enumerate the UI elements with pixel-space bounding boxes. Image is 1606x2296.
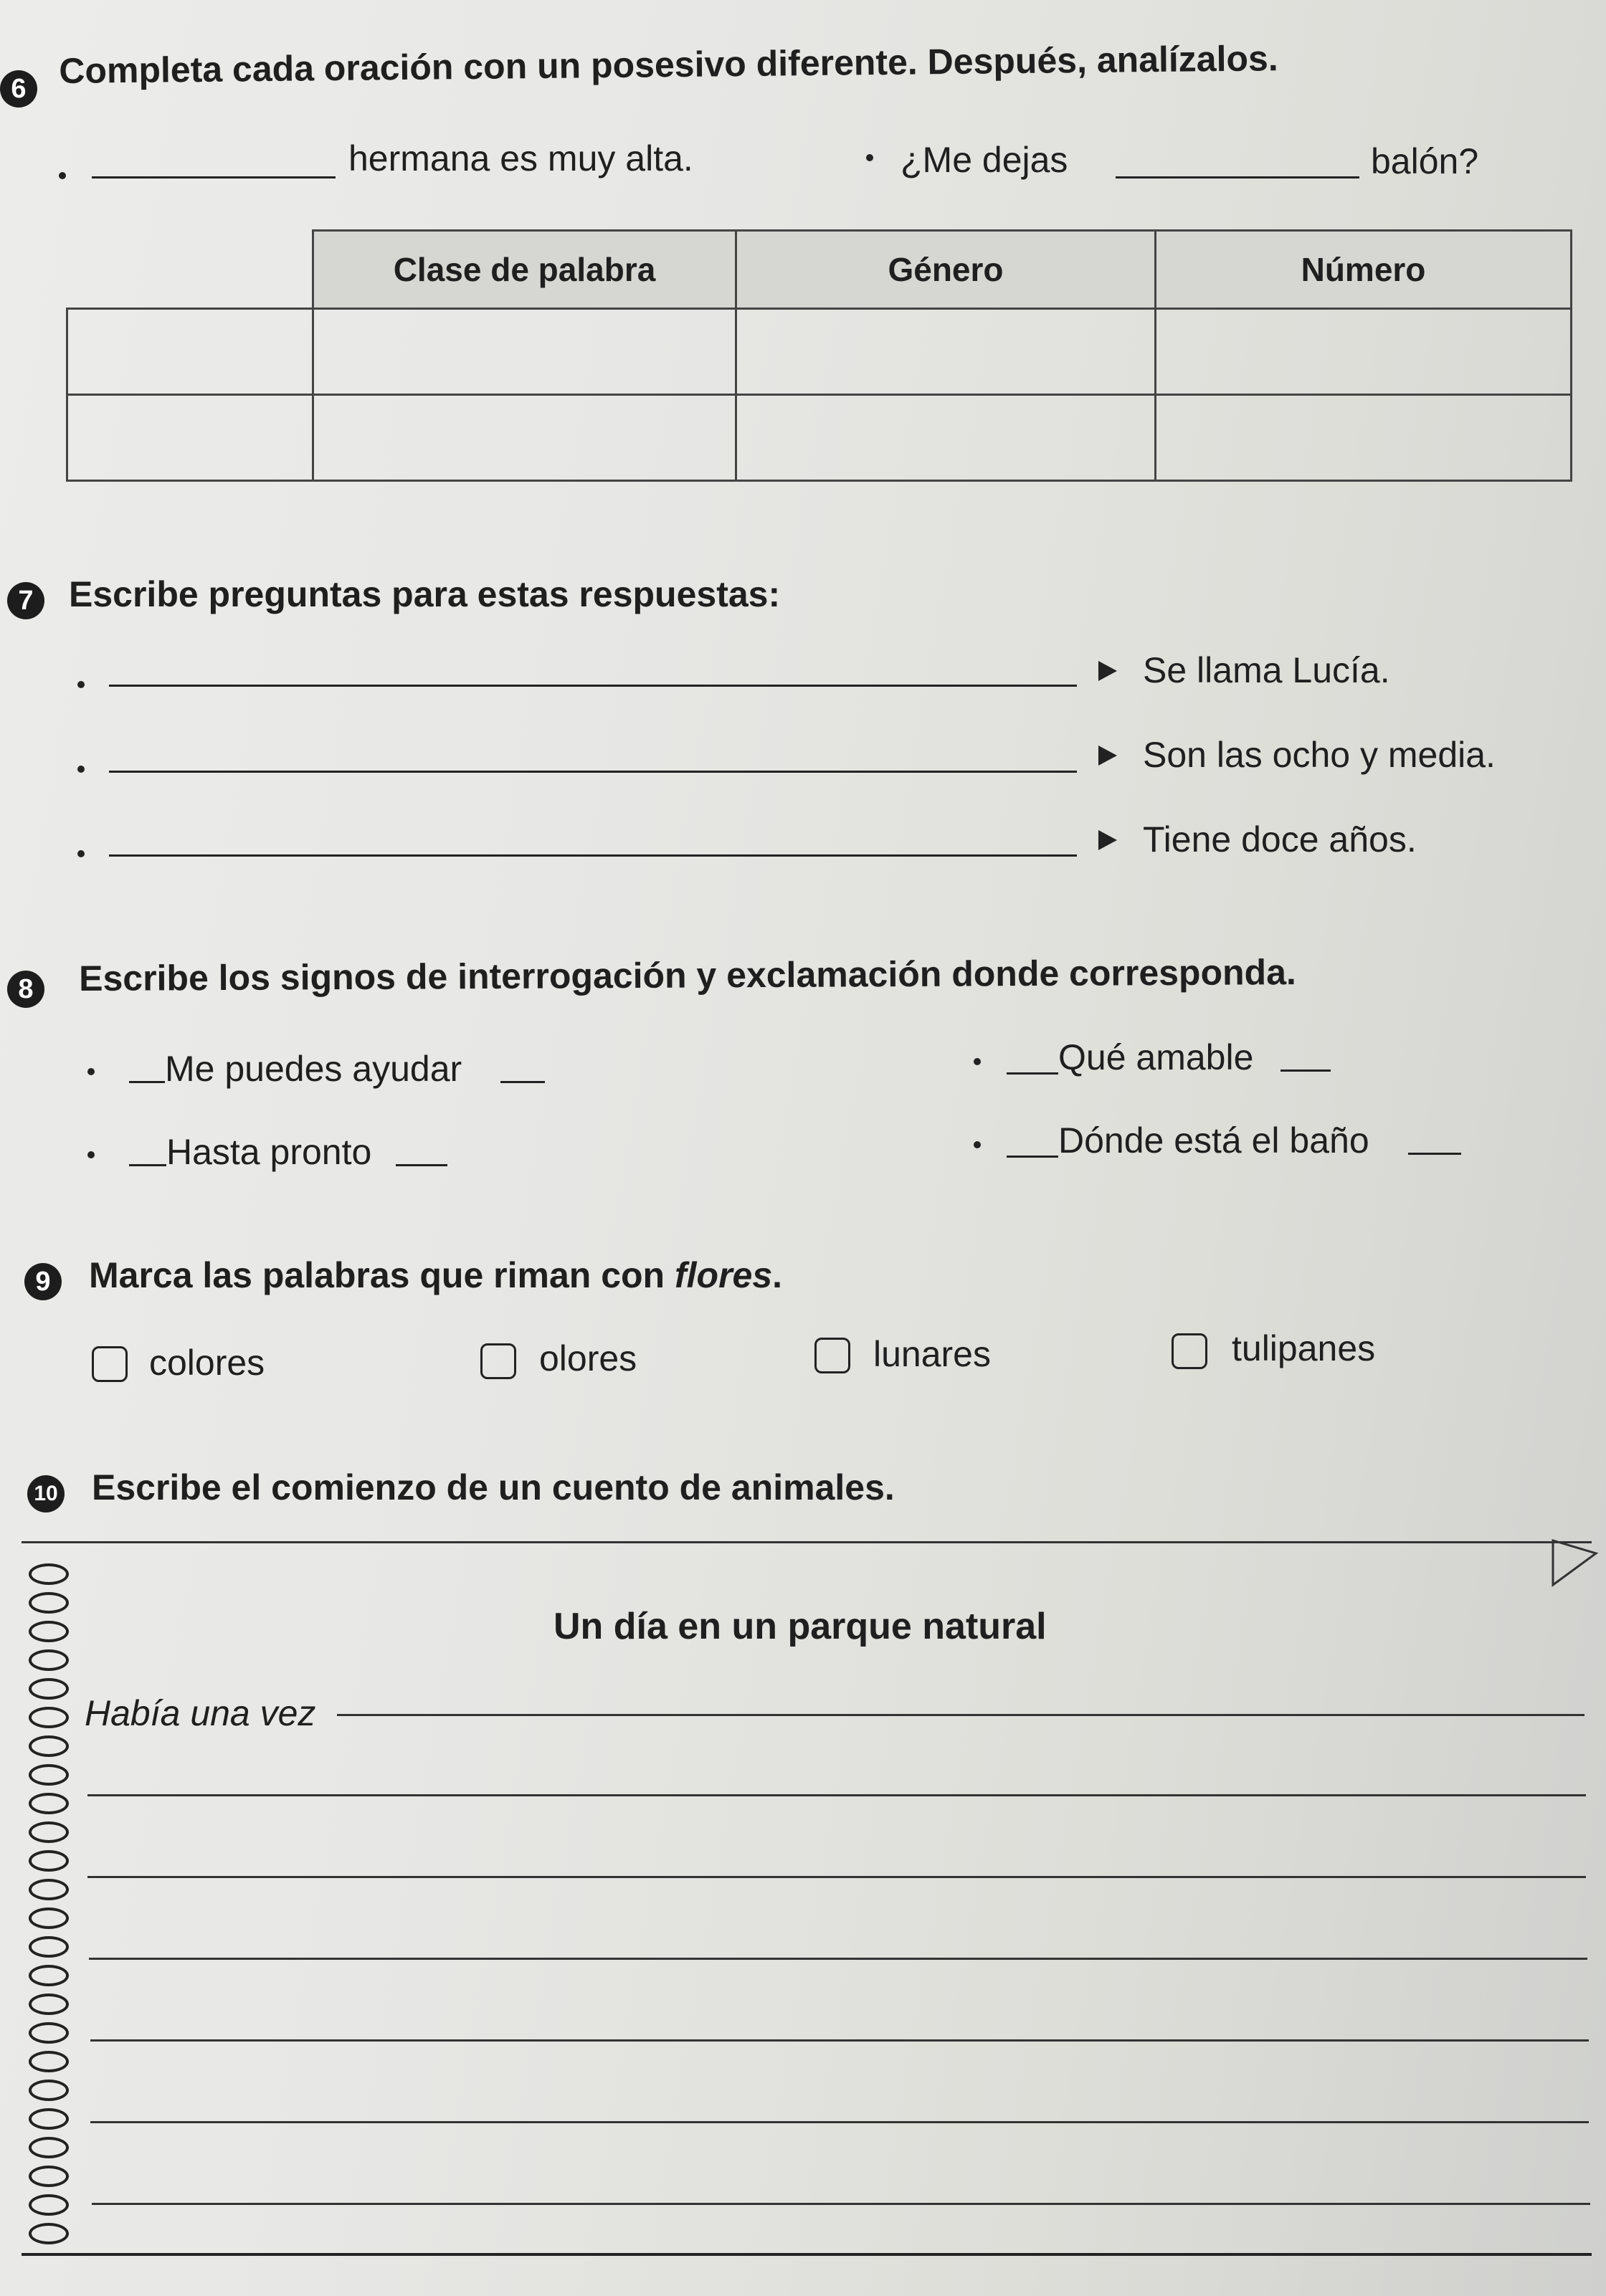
answer-2: Son las ocho y media.	[1143, 735, 1496, 775]
question-blank[interactable]	[109, 771, 1077, 773]
bullet	[974, 1058, 981, 1065]
table-cell[interactable]	[1156, 395, 1572, 481]
exercise-9-title-word: flores	[675, 1255, 773, 1295]
exercise-6-title: Completa cada oración con un posesivo diferente. Después, analízalos.	[59, 38, 1278, 91]
spiral-ring	[29, 2137, 69, 2158]
checkbox-lunares[interactable]	[814, 1338, 850, 1373]
table-cell[interactable]	[313, 309, 736, 395]
spiral-ring	[29, 1735, 69, 1757]
analysis-table	[66, 229, 1572, 482]
sentence-1: hermana es muy alta.	[348, 138, 693, 178]
sign-blank[interactable]	[1408, 1153, 1461, 1155]
option-lunares: lunares	[873, 1334, 991, 1374]
page-fold-icon	[1549, 1539, 1606, 1589]
exercise-6-number: 6	[0, 70, 37, 108]
exercise-9-title	[89, 1254, 782, 1296]
item-ayudar: Me puedes ayudar	[165, 1049, 462, 1089]
notebook-page	[22, 1541, 1592, 2256]
sign-blank[interactable]	[500, 1081, 545, 1083]
spiral-ring	[29, 1563, 69, 1585]
spiral-ring	[29, 2108, 69, 2130]
exercise-8-number: 8	[7, 971, 44, 1008]
bullet	[87, 1151, 95, 1158]
bullet	[866, 154, 873, 161]
item-bano: Dónde está el baño	[1058, 1120, 1369, 1161]
spiral-ring	[29, 1821, 69, 1843]
story-start: Había una vez	[85, 1693, 316, 1733]
spiral-ring	[29, 1879, 69, 1900]
spiral-ring	[29, 1936, 69, 1958]
sentence-2-end: balón?	[1371, 141, 1479, 181]
writing-line[interactable]	[87, 1876, 1586, 1878]
writing-line[interactable]	[337, 1714, 1584, 1716]
arrow-icon	[1098, 661, 1117, 681]
spiral-ring	[29, 1707, 69, 1728]
sign-blank[interactable]	[129, 1164, 166, 1166]
checkbox-colores[interactable]	[92, 1346, 128, 1382]
spiral-ring	[29, 2166, 69, 2187]
spiral-ring	[29, 1649, 69, 1671]
bullet	[59, 172, 66, 179]
table-header-numero: Número	[1156, 231, 1572, 309]
bullet	[77, 850, 85, 857]
sign-blank[interactable]	[1007, 1156, 1058, 1158]
exercise-10-title: Escribe el comienzo de un cuento de animales.	[92, 1467, 895, 1507]
spiral-ring	[29, 1793, 69, 1814]
writing-line[interactable]	[92, 2203, 1590, 2205]
arrow-icon	[1098, 830, 1117, 850]
checkbox-tulipanes[interactable]	[1172, 1333, 1207, 1369]
spiral-ring	[29, 1993, 69, 2015]
sign-blank[interactable]	[1280, 1070, 1331, 1072]
sentence-2-start: ¿Me dejas	[901, 140, 1068, 180]
option-colores: colores	[149, 1343, 265, 1383]
table-cell[interactable]	[736, 395, 1156, 481]
spiral-ring	[29, 1907, 69, 1929]
question-blank[interactable]	[109, 685, 1077, 687]
spiral-ring	[29, 2223, 69, 2244]
spiral-ring	[29, 2080, 69, 2101]
table-cell[interactable]	[1156, 309, 1572, 395]
sign-blank[interactable]	[1007, 1072, 1058, 1075]
exercise-9-title-end: .	[772, 1255, 783, 1295]
exercise-9-title-text: Marca las palabras que riman con	[89, 1255, 675, 1295]
spiral-ring	[29, 2194, 69, 2216]
sign-blank[interactable]	[129, 1081, 165, 1083]
spiral-ring	[29, 1965, 69, 1986]
writing-line[interactable]	[90, 2039, 1589, 2042]
spiral-ring	[29, 1621, 69, 1642]
table-cell[interactable]	[67, 395, 313, 481]
exercise-10-number: 10	[27, 1475, 65, 1513]
story-title: Un día en un parque natural	[553, 1606, 1047, 1647]
bullet	[77, 766, 85, 773]
bullet	[87, 1068, 95, 1075]
table-cell[interactable]	[313, 395, 736, 481]
table-header-genero: Género	[736, 231, 1156, 309]
bullet	[974, 1141, 981, 1148]
table-header-clase: Clase de palabra	[313, 231, 736, 309]
answer-3: Tiene doce años.	[1143, 819, 1417, 859]
spiral-ring	[29, 2051, 69, 2072]
sign-blank[interactable]	[396, 1164, 447, 1166]
writing-line[interactable]	[90, 2121, 1589, 2123]
answer-blank[interactable]	[92, 176, 336, 178]
item-amable: Qué amable	[1058, 1037, 1254, 1077]
answer-blank[interactable]	[1116, 176, 1359, 178]
spiral-ring	[29, 1678, 69, 1700]
bullet	[77, 681, 85, 688]
writing-line[interactable]	[87, 1794, 1586, 1796]
option-olores: olores	[539, 1338, 637, 1378]
exercise-7-number: 7	[7, 582, 44, 619]
option-tulipanes: tulipanes	[1232, 1328, 1376, 1368]
exercise-7-title: Escribe preguntas para estas respuestas:	[69, 574, 781, 614]
item-pronto: Hasta pronto	[166, 1132, 372, 1172]
question-blank[interactable]	[109, 854, 1077, 857]
exercise-8-title: Escribe los signos de interrogación y exclamación donde corresponda.	[79, 952, 1296, 999]
answer-1: Se llama Lucía.	[1143, 650, 1390, 690]
table-cell[interactable]	[736, 309, 1156, 395]
spiral-ring	[29, 2022, 69, 2044]
writing-line[interactable]	[89, 1958, 1587, 1960]
arrow-icon	[1098, 746, 1117, 766]
exercise-9-number: 9	[24, 1263, 62, 1300]
spiral-ring	[29, 1592, 69, 1614]
checkbox-olores[interactable]	[480, 1343, 516, 1379]
table-corner	[67, 231, 313, 309]
spiral-ring	[29, 1764, 69, 1786]
spiral-ring	[29, 1850, 69, 1872]
table-cell[interactable]	[67, 309, 313, 395]
